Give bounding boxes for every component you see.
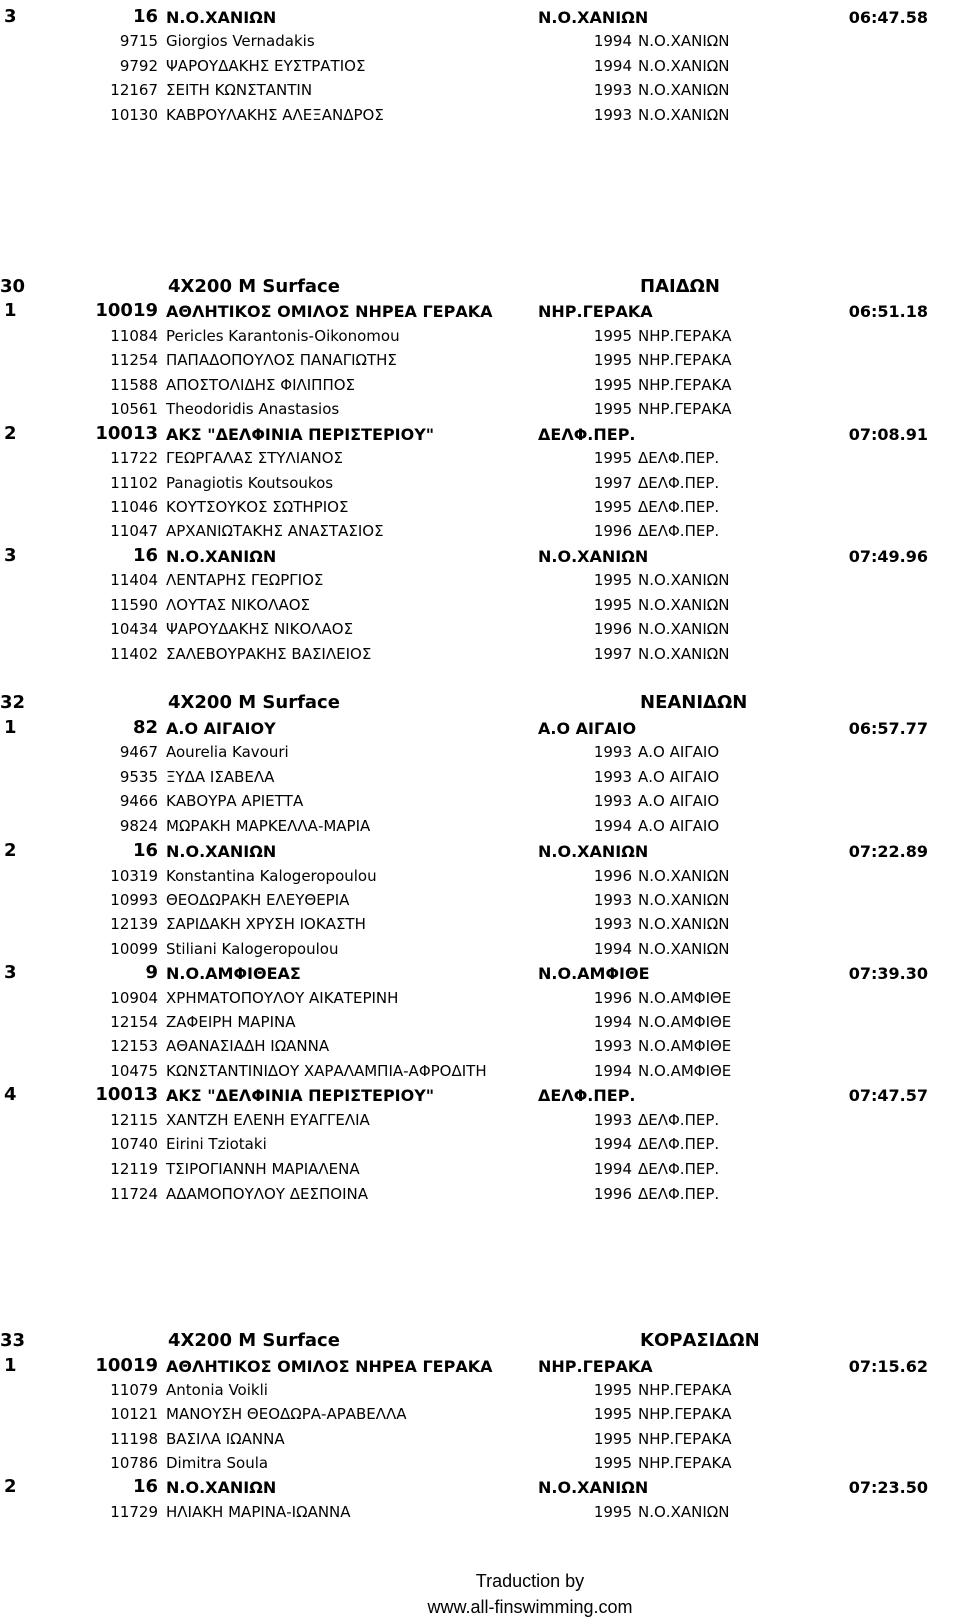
team-row: [0, 547, 960, 571]
swimmer-club: ΝΗΡ.ΓΕΡΑΚΑ: [638, 1381, 732, 1399]
swimmer-club: Ν.Ο.ΧΑΝΙΩΝ: [638, 867, 730, 885]
swimmer-club: Ν.Ο.ΑΜΦΙΘΕ: [638, 1037, 732, 1055]
swimmer-year: 1993: [593, 915, 632, 933]
swimmer-id: 9535: [119, 768, 158, 786]
team-place: 2: [4, 423, 17, 444]
swimmer-name: ΣΑΛΕΒΟΥΡΑΚΗΣ ΒΑΣΙΛΕΙΟΣ: [166, 645, 372, 663]
swimmer-row: [0, 32, 960, 56]
swimmer-id: 12153: [110, 1037, 158, 1055]
swimmer-year: 1994: [593, 1062, 632, 1080]
swimmer-year: 1994: [593, 57, 632, 75]
swimmer-year: 1995: [593, 1430, 632, 1448]
swimmer-row: [0, 498, 960, 522]
team-time: 07:08.91: [848, 425, 928, 444]
swimmer-id: 10740: [110, 1135, 158, 1153]
swimmer-club: ΔΕΛΦ.ΠΕΡ.: [638, 1111, 720, 1129]
team-time: 06:47.58: [848, 8, 928, 27]
swimmer-name: ΚΑΒΟΥΡΑ ΑΡΙΕΤΤΑ: [166, 792, 304, 810]
swimmer-name: Dimitra Soula: [166, 1454, 269, 1472]
swimmer-row: [0, 792, 960, 816]
swimmer-row: [0, 1381, 960, 1405]
swimmer-row: [0, 1185, 960, 1209]
swimmer-year: 1994: [593, 1135, 632, 1153]
swimmer-year: 1995: [593, 571, 632, 589]
team-time: 07:23.50: [848, 1478, 928, 1497]
swimmer-id: 9467: [119, 743, 158, 761]
team-club: ΝΗΡ.ΓΕΡΑΚΑ: [538, 1357, 653, 1376]
swimmer-year: 1995: [593, 498, 632, 516]
swimmer-id: 9715: [119, 32, 158, 50]
team-place: 1: [4, 717, 17, 738]
team-club: Ν.Ο.ΧΑΝΙΩΝ: [538, 8, 649, 27]
swimmer-row: [0, 1037, 960, 1061]
swimmer-club: ΝΗΡ.ΓΕΡΑΚΑ: [638, 1430, 732, 1448]
swimmer-id: 11404: [110, 571, 158, 589]
team-code: 9: [145, 962, 158, 983]
swimmer-row: [0, 1111, 960, 1135]
swimmer-name: ΓΕΩΡΓΑΛΑΣ ΣΤΥΛΙΑΝΟΣ: [166, 449, 343, 467]
swimmer-row: [0, 474, 960, 498]
swimmer-club: ΔΕΛΦ.ΠΕΡ.: [638, 522, 720, 540]
swimmer-year: 1996: [593, 522, 632, 540]
team-name: Α.Ο ΑΙΓΑΙΟΥ: [166, 719, 276, 738]
swimmer-row: [0, 522, 960, 546]
swimmer-name: ΑΔΑΜΟΠΟΥΛΟΥ ΔΕΣΠΟΙΝΑ: [166, 1185, 368, 1203]
swimmer-id: 12139: [110, 915, 158, 933]
swimmer-year: 1996: [593, 620, 632, 638]
swimmer-year: 1996: [593, 867, 632, 885]
swimmer-row: [0, 768, 960, 792]
swimmer-year: 1997: [593, 474, 632, 492]
swimmer-year: 1995: [593, 376, 632, 394]
team-row: [0, 302, 960, 326]
swimmer-name: ΗΛΙΑΚΗ ΜΑΡΙΝΑ-ΙΩΑΝΝΑ: [166, 1503, 351, 1521]
team-place: 2: [4, 1476, 17, 1497]
swimmer-name: ΛΟΥΤΑΣ ΝΙΚΟΛΑΟΣ: [166, 596, 310, 614]
event-title: 4X200 M Surface: [168, 1330, 340, 1351]
swimmer-year: 1995: [593, 400, 632, 418]
swimmer-club: Α.Ο ΑΙΓΑΙΟ: [638, 817, 720, 835]
swimmer-row: [0, 1062, 960, 1086]
team-club: Ν.Ο.ΧΑΝΙΩΝ: [538, 842, 649, 861]
swimmer-club: ΝΗΡ.ΓΕΡΑΚΑ: [638, 1454, 732, 1472]
team-code: 16: [132, 6, 158, 27]
team-place: 1: [4, 300, 17, 321]
swimmer-row: [0, 57, 960, 81]
team-code: 10013: [95, 1084, 158, 1105]
team-name: Ν.Ο.ΧΑΝΙΩΝ: [166, 547, 277, 566]
swimmer-club: ΝΗΡ.ΓΕΡΑΚΑ: [638, 1405, 732, 1423]
swimmer-name: Aourelia Kavouri: [166, 743, 289, 761]
swimmer-club: Α.Ο ΑΙΓΑΙΟ: [638, 768, 720, 786]
swimmer-row: [0, 1135, 960, 1159]
swimmer-year: 1993: [593, 743, 632, 761]
swimmer-name: Theodoridis Anastasios: [166, 400, 340, 418]
swimmer-name: ΚΟΥΤΣΟΥΚΟΣ ΣΩΤΗΡΙΟΣ: [166, 498, 349, 516]
swimmer-name: ΣΑΡΙΔΑΚΗ ΧΡΥΣΗ ΙΟΚΑΣΤΗ: [166, 915, 366, 933]
team-row: [0, 425, 960, 449]
team-row: [0, 964, 960, 988]
team-club: Ν.Ο.ΧΑΝΙΩΝ: [538, 1478, 649, 1497]
team-name: Ν.Ο.ΧΑΝΙΩΝ: [166, 1478, 277, 1497]
swimmer-year: 1995: [593, 1405, 632, 1423]
swimmer-row: [0, 1160, 960, 1184]
swimmer-year: 1996: [593, 1185, 632, 1203]
team-row: [0, 8, 960, 32]
swimmer-year: 1993: [593, 1037, 632, 1055]
swimmer-year: 1995: [593, 596, 632, 614]
swimmer-name: ΛΕΝΤΑΡΗΣ ΓΕΩΡΓΙΟΣ: [166, 571, 324, 589]
swimmer-id: 11724: [110, 1185, 158, 1203]
swimmer-row: [0, 449, 960, 473]
swimmer-name: ΑΠΟΣΤΟΛΙΔΗΣ ΦΙΛΙΠΠΟΣ: [166, 376, 356, 394]
footer-line-1: Traduction by: [475, 1571, 585, 1591]
team-code: 10019: [95, 1355, 158, 1376]
event-title: 4X200 M Surface: [168, 276, 340, 297]
swimmer-name: Eirini Tziotaki: [166, 1135, 267, 1153]
swimmer-year: 1993: [593, 891, 632, 909]
swimmer-id: 10561: [110, 400, 158, 418]
swimmer-row: [0, 571, 960, 595]
swimmer-club: Ν.Ο.ΑΜΦΙΘΕ: [638, 1013, 732, 1031]
swimmer-name: ΞΥΔΑ ΙΣΑΒΕΛΑ: [166, 768, 275, 786]
event-number: 30: [0, 276, 26, 297]
event-category: ΝΕΑΝΙΔΩΝ: [640, 692, 748, 713]
swimmer-id: 11046: [110, 498, 158, 516]
swimmer-row: [0, 106, 960, 130]
swimmer-row: [0, 915, 960, 939]
swimmer-year: 1993: [593, 1111, 632, 1129]
event-category: ΚΟΡΑΣΙΔΩΝ: [640, 1330, 760, 1351]
swimmer-row: [0, 940, 960, 964]
swimmer-club: Ν.Ο.ΧΑΝΙΩΝ: [638, 1503, 730, 1521]
swimmer-row: [0, 891, 960, 915]
swimmer-name: ΨΑΡΟΥΔΑΚΗΣ ΕΥΣΤΡΑΤΙΟΣ: [166, 57, 366, 75]
swimmer-club: ΔΕΛΦ.ΠΕΡ.: [638, 449, 720, 467]
swimmer-name: ΠΑΠΑΔΟΠΟΥΛΟΣ ΠΑΝΑΓΙΩΤΗΣ: [166, 351, 397, 369]
swimmer-year: 1993: [593, 792, 632, 810]
swimmer-id: 10993: [110, 891, 158, 909]
team-place: 4: [4, 1084, 17, 1105]
team-code: 16: [132, 545, 158, 566]
swimmer-year: 1995: [593, 351, 632, 369]
swimmer-club: Ν.Ο.ΧΑΝΙΩΝ: [638, 106, 730, 124]
swimmer-row: [0, 376, 960, 400]
swimmer-id: 9824: [119, 817, 158, 835]
swimmer-club: Ν.Ο.ΑΜΦΙΘΕ: [638, 989, 732, 1007]
team-name: Ν.Ο.ΧΑΝΙΩΝ: [166, 842, 277, 861]
swimmer-club: ΔΕΛΦ.ΠΕΡ.: [638, 1160, 720, 1178]
swimmer-year: 1994: [593, 1160, 632, 1178]
event-title: 4X200 M Surface: [168, 692, 340, 713]
swimmer-id: 10121: [110, 1405, 158, 1423]
swimmer-year: 1995: [593, 1503, 632, 1521]
team-name: Ν.Ο.ΧΑΝΙΩΝ: [166, 8, 277, 27]
swimmer-year: 1997: [593, 645, 632, 663]
team-name: ΑΘΛΗΤΙΚΟΣ ΟΜΙΛΟΣ ΝΗΡΕΑ ΓΕΡΑΚΑ: [166, 1357, 493, 1376]
swimmer-id: 10786: [110, 1454, 158, 1472]
team-code: 16: [132, 1476, 158, 1497]
swimmer-row: [0, 645, 960, 669]
swimmer-club: ΝΗΡ.ΓΕΡΑΚΑ: [638, 351, 732, 369]
team-time: 07:22.89: [848, 842, 928, 861]
team-time: 06:51.18: [848, 302, 928, 321]
team-name: ΑΚΣ "ΔΕΛΦΙΝΙΑ ΠΕΡΙΣΤΕΡΙΟΥ": [166, 1086, 435, 1105]
swimmer-name: Konstantina Kalogeropoulou: [166, 867, 377, 885]
swimmer-year: 1993: [593, 106, 632, 124]
swimmer-row: [0, 596, 960, 620]
team-time: 07:49.96: [848, 547, 928, 566]
swimmer-year: 1994: [593, 817, 632, 835]
swimmer-club: Ν.Ο.ΧΑΝΙΩΝ: [638, 596, 730, 614]
swimmer-club: ΝΗΡ.ΓΕΡΑΚΑ: [638, 376, 732, 394]
swimmer-name: ΤΣΙΡΟΓΙΑΝΝΗ ΜΑΡΙΑΛΕΝΑ: [166, 1160, 360, 1178]
swimmer-name: ΧΑΝΤΖΗ ΕΛΕΝΗ ΕΥΑΓΓΕΛΙΑ: [166, 1111, 370, 1129]
swimmer-year: 1995: [593, 327, 632, 345]
swimmer-row: [0, 81, 960, 105]
swimmer-id: 12154: [110, 1013, 158, 1031]
swimmer-id: 10434: [110, 620, 158, 638]
swimmer-row: [0, 867, 960, 891]
swimmer-club: ΔΕΛΦ.ΠΕΡ.: [638, 1135, 720, 1153]
swimmer-row: [0, 1454, 960, 1478]
swimmer-name: ΜΩΡΑΚΗ ΜΑΡΚΕΛΛΑ-ΜΑΡΙΑ: [166, 817, 371, 835]
team-club: Ν.Ο.ΧΑΝΙΩΝ: [538, 547, 649, 566]
swimmer-row: [0, 1013, 960, 1037]
swimmer-name: ΚΑΒΡΟΥΛΑΚΗΣ ΑΛΕΞΑΝΔΡΟΣ: [166, 106, 384, 124]
swimmer-row: [0, 817, 960, 841]
swimmer-id: 11729: [110, 1503, 158, 1521]
swimmer-club: Α.Ο ΑΙΓΑΙΟ: [638, 743, 720, 761]
team-time: 06:57.77: [848, 719, 928, 738]
team-club: ΔΕΛΦ.ΠΕΡ.: [538, 1086, 636, 1105]
swimmer-id: 11590: [110, 596, 158, 614]
swimmer-year: 1994: [593, 940, 632, 958]
swimmer-id: 10319: [110, 867, 158, 885]
event-number: 32: [0, 692, 26, 713]
swimmer-id: 10130: [110, 106, 158, 124]
swimmer-id: 11079: [110, 1381, 158, 1399]
swimmer-id: 11084: [110, 327, 158, 345]
swimmer-name: ΑΘΑΝΑΣΙΑΔΗ ΙΩΑΝΝΑ: [166, 1037, 330, 1055]
swimmer-id: 11722: [110, 449, 158, 467]
event-number: 33: [0, 1330, 26, 1351]
swimmer-name: Stiliani Kalogeropoulou: [166, 940, 339, 958]
swimmer-name: ΧΡΗΜΑΤΟΠΟΥΛΟΥ ΑΙΚΑΤΕΡΙΝΗ: [166, 989, 399, 1007]
swimmer-name: ΒΑΣΙΛΑ ΙΩΑΝΝΑ: [166, 1430, 285, 1448]
swimmer-year: 1995: [593, 1381, 632, 1399]
swimmer-club: Ν.Ο.ΧΑΝΙΩΝ: [638, 915, 730, 933]
swimmer-year: 1993: [593, 768, 632, 786]
swimmer-id: 10904: [110, 989, 158, 1007]
swimmer-year: 1993: [593, 81, 632, 99]
swimmer-year: 1994: [593, 1013, 632, 1031]
event-category: ΠΑΙΔΩΝ: [640, 276, 720, 297]
team-row: [0, 842, 960, 866]
team-time: 07:39.30: [848, 964, 928, 983]
team-time: 07:15.62: [848, 1357, 928, 1376]
swimmer-name: Antonia Voikli: [166, 1381, 268, 1399]
swimmer-id: 12167: [110, 81, 158, 99]
swimmer-id: 11198: [110, 1430, 158, 1448]
footer-line-2: www.all-finswimming.com: [427, 1597, 633, 1617]
swimmer-id: 10475: [110, 1062, 158, 1080]
swimmer-club: Ν.Ο.ΧΑΝΙΩΝ: [638, 940, 730, 958]
team-code: 16: [132, 840, 158, 861]
swimmer-name: ΜΑΝΟΥΣΗ ΘΕΟΔΩΡΑ-ΑΡΑΒΕΛΛΑ: [166, 1405, 407, 1423]
team-name: Ν.Ο.ΑΜΦΙΘΕΑΣ: [166, 964, 301, 983]
swimmer-row: [0, 327, 960, 351]
team-row: [0, 719, 960, 743]
team-place: 3: [4, 962, 17, 983]
swimmer-year: 1995: [593, 449, 632, 467]
team-code: 10013: [95, 423, 158, 444]
team-club: ΝΗΡ.ΓΕΡΑΚΑ: [538, 302, 653, 321]
swimmer-club: Ν.Ο.ΧΑΝΙΩΝ: [638, 645, 730, 663]
swimmer-name: Panagiotis Koutsoukos: [166, 474, 334, 492]
swimmer-name: ΚΩΝΣΤΑΝΤΙΝΙΔΟΥ ΧΑΡΑΛΑΜΠΙΑ-ΑΦΡΟΔΙΤΗ: [166, 1062, 487, 1080]
event-header: [0, 694, 960, 718]
swimmer-row: [0, 620, 960, 644]
swimmer-club: Ν.Ο.ΧΑΝΙΩΝ: [638, 81, 730, 99]
swimmer-year: 1996: [593, 989, 632, 1007]
swimmer-id: 10099: [110, 940, 158, 958]
footer-credit: [410, 1568, 650, 1620]
swimmer-club: Ν.Ο.ΧΑΝΙΩΝ: [638, 57, 730, 75]
swimmer-club: Ν.Ο.ΧΑΝΙΩΝ: [638, 891, 730, 909]
team-club: Α.Ο ΑΙΓΑΙΟ: [538, 719, 637, 738]
swimmer-row: [0, 1405, 960, 1429]
swimmer-id: 9466: [119, 792, 158, 810]
team-row: [0, 1086, 960, 1110]
team-place: 3: [4, 6, 17, 27]
team-place: 3: [4, 545, 17, 566]
team-place: 2: [4, 840, 17, 861]
swimmer-id: 11102: [110, 474, 158, 492]
swimmer-year: 1994: [593, 32, 632, 50]
swimmer-club: Α.Ο ΑΙΓΑΙΟ: [638, 792, 720, 810]
team-time: 07:47.57: [848, 1086, 928, 1105]
swimmer-row: [0, 1430, 960, 1454]
swimmer-name: Giorgios Vernadakis: [166, 32, 315, 50]
swimmer-year: 1995: [593, 1454, 632, 1472]
team-name: ΑΚΣ "ΔΕΛΦΙΝΙΑ ΠΕΡΙΣΤΕΡΙΟΥ": [166, 425, 435, 444]
swimmer-id: 12115: [110, 1111, 158, 1129]
swimmer-name: Pericles Karantonis-Oikonomou: [166, 327, 400, 345]
swimmer-id: 11402: [110, 645, 158, 663]
swimmer-name: ΨΑΡΟΥΔΑΚΗΣ ΝΙΚΟΛΑΟΣ: [166, 620, 354, 638]
swimmer-row: [0, 1503, 960, 1527]
swimmer-name: ΘΕΟΔΩΡΑΚΗ ΕΛΕΥΘΕΡΙΑ: [166, 891, 350, 909]
team-row: [0, 1478, 960, 1502]
team-club: ΔΕΛΦ.ΠΕΡ.: [538, 425, 636, 444]
event-header: [0, 278, 960, 302]
swimmer-row: [0, 989, 960, 1013]
swimmer-club: Ν.Ο.ΧΑΝΙΩΝ: [638, 620, 730, 638]
swimmer-name: ΣΕΙΤΗ ΚΩΝΣΤΑΝΤΙΝ: [166, 81, 313, 99]
swimmer-row: [0, 743, 960, 767]
team-name: ΑΘΛΗΤΙΚΟΣ ΟΜΙΛΟΣ ΝΗΡΕΑ ΓΕΡΑΚΑ: [166, 302, 493, 321]
swimmer-club: ΔΕΛΦ.ΠΕΡ.: [638, 1185, 720, 1203]
swimmer-club: Ν.Ο.ΑΜΦΙΘΕ: [638, 1062, 732, 1080]
swimmer-id: 11588: [110, 376, 158, 394]
team-code: 82: [132, 717, 158, 738]
swimmer-club: Ν.Ο.ΧΑΝΙΩΝ: [638, 571, 730, 589]
event-header: [0, 1332, 960, 1356]
swimmer-club: ΔΕΛΦ.ΠΕΡ.: [638, 474, 720, 492]
swimmer-club: ΝΗΡ.ΓΕΡΑΚΑ: [638, 400, 732, 418]
team-code: 10019: [95, 300, 158, 321]
swimmer-id: 9792: [119, 57, 158, 75]
swimmer-row: [0, 351, 960, 375]
swimmer-id: 12119: [110, 1160, 158, 1178]
swimmer-club: ΔΕΛΦ.ΠΕΡ.: [638, 498, 720, 516]
team-row: [0, 1357, 960, 1381]
team-club: Ν.Ο.ΑΜΦΙΘΕ: [538, 964, 650, 983]
swimmer-name: ΑΡΧΑΝΙΩΤΑΚΗΣ ΑΝΑΣΤΑΣΙΟΣ: [166, 522, 384, 540]
swimmer-id: 11047: [110, 522, 158, 540]
swimmer-name: ΖΑΦΕΙΡΗ ΜΑΡΙΝΑ: [166, 1013, 296, 1031]
swimmer-row: [0, 400, 960, 424]
swimmer-id: 11254: [110, 351, 158, 369]
team-place: 1: [4, 1355, 17, 1376]
swimmer-club: ΝΗΡ.ΓΕΡΑΚΑ: [638, 327, 732, 345]
swimmer-club: Ν.Ο.ΧΑΝΙΩΝ: [638, 32, 730, 50]
